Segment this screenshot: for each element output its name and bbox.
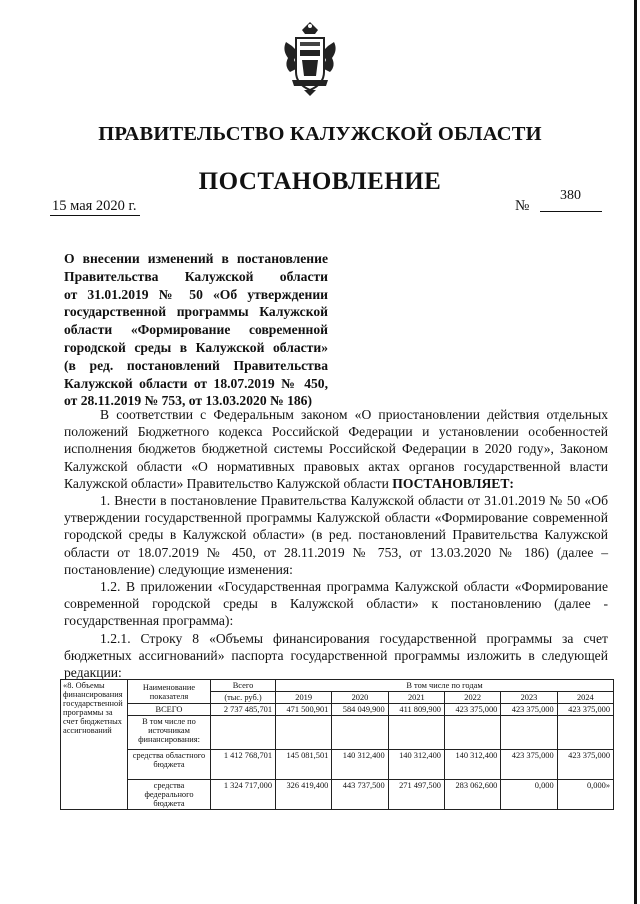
row-value: 443 737,500 bbox=[332, 780, 388, 810]
row-value: 271 497,500 bbox=[388, 780, 444, 810]
coat-of-arms-emblem bbox=[280, 20, 340, 96]
document-date: 15 мая 2020 г. bbox=[52, 198, 137, 214]
body-paragraph: 1. Внести в постановление Правительства Калужской области от 31.01.2019 № 50 «Об утверждении государственной программы Калужской области «Формирование современной городской среды в Калужской области» (в ред. постановлений Правительства Калужской области от 18.07.2019 № 450, от 28.11.2019 № 753, от 13.03.2020 № 186) (далее – постановление) следующие изменения: bbox=[64, 493, 608, 577]
row-total bbox=[211, 716, 276, 750]
title-line: городской среды в Калужской области» bbox=[64, 339, 328, 355]
row-value: 326 419,400 bbox=[276, 780, 332, 810]
document-body bbox=[64, 406, 608, 681]
year-header: 2019 bbox=[276, 692, 332, 704]
row-value bbox=[557, 716, 613, 750]
scan-edge-line bbox=[634, 0, 637, 904]
title-line: государственной программы Калужской bbox=[64, 304, 328, 320]
row-value bbox=[332, 716, 388, 750]
row-value bbox=[276, 716, 332, 750]
document-number: 380 bbox=[560, 188, 581, 203]
row-name: средства областного бюджета bbox=[128, 750, 211, 780]
year-header: 2021 bbox=[388, 692, 444, 704]
year-header: 2023 bbox=[501, 692, 557, 704]
document-title bbox=[64, 250, 328, 410]
row-value: 0,000» bbox=[557, 780, 613, 810]
row-value: 140 312,400 bbox=[388, 750, 444, 780]
table-row bbox=[61, 750, 614, 780]
title-line: области «Формирование современной bbox=[64, 322, 328, 338]
row-value: 423 375,000 bbox=[501, 750, 557, 780]
table-row bbox=[61, 704, 614, 716]
year-header: 2022 bbox=[444, 692, 500, 704]
row-value: 0,000 bbox=[501, 780, 557, 810]
row-total: 1 412 768,701 bbox=[211, 750, 276, 780]
row-value bbox=[444, 716, 500, 750]
row-name: В том числе по источникам финансирования: bbox=[128, 716, 211, 750]
row-value: 423 375,000 bbox=[557, 750, 613, 780]
table-row bbox=[61, 780, 614, 810]
row-value: 584 049,900 bbox=[332, 704, 388, 716]
body-paragraph: 1.2.1. Строку 8 «Объемы финансирования государственной программы за счет бюджетных ассигнований» паспорта государственной программы изложить в следующей редакции: bbox=[64, 630, 608, 681]
row-value: 140 312,400 bbox=[332, 750, 388, 780]
title-line: от 28.11.2019 № 753, от 13.03.2020 № 186) bbox=[64, 393, 312, 409]
col-total-unit: (тыс. руб.) bbox=[211, 692, 276, 704]
title-line: от 31.01.2019 № 50 «Об утверждении bbox=[64, 286, 328, 302]
year-header: 2024 bbox=[557, 692, 613, 704]
col-total-header: Всего bbox=[211, 680, 276, 692]
row-name: средства федерального бюджета bbox=[128, 780, 211, 810]
number-sign: № bbox=[515, 198, 530, 214]
row-name: ВСЕГО bbox=[128, 704, 211, 716]
title-line: Калужской области от 18.07.2019 № 450, bbox=[64, 375, 328, 391]
body-paragraph: В соответствии с Федеральным законом «О приостановлении действия отдельных положений Бюджетного кодекса Российской Федерации и установлении особенностей исполнения бюджетов бюджетной системы Российской Федерации в 2020 году», Законом Калужской области «О нормативных правовых актах органов государственной власти Калужской области» Правительство Калужской области ПОСТАНОВЛЯЕТ: bbox=[64, 407, 608, 491]
row-value: 145 081,501 bbox=[276, 750, 332, 780]
government-name: ПРАВИТЕЛЬСТВО КАЛУЖСКОЙ ОБЛАСТИ bbox=[98, 123, 542, 145]
funding-table bbox=[60, 679, 614, 810]
row-value: 423 375,000 bbox=[557, 704, 613, 716]
col-indicator-header: Наименование показателя bbox=[128, 680, 211, 704]
row-value: 471 500,901 bbox=[276, 704, 332, 716]
body-paragraph: 1.2. В приложении «Государственная программа Калужской области «Формирование современной городской среды в Калужской области» к постановлению (далее - государственная программа): bbox=[64, 579, 608, 629]
date-underline bbox=[50, 215, 140, 216]
col-years-header: В том числе по годам bbox=[276, 680, 614, 692]
row-value bbox=[501, 716, 557, 750]
row-value bbox=[388, 716, 444, 750]
table-row-label: «8. Объемы финансирования государственной программы за счет бюджетных ассигнований bbox=[61, 680, 128, 810]
row-value: 411 809,900 bbox=[388, 704, 444, 716]
row-value: 423 375,000 bbox=[444, 704, 500, 716]
table-row bbox=[61, 716, 614, 750]
title-line: Правительства Калужской области bbox=[64, 268, 328, 284]
row-total: 1 324 717,000 bbox=[211, 780, 276, 810]
row-value: 283 062,600 bbox=[444, 780, 500, 810]
title-line: О внесении изменений в постановление bbox=[64, 251, 328, 266]
row-value: 423 375,000 bbox=[501, 704, 557, 716]
number-underline bbox=[540, 211, 602, 212]
year-header: 2020 bbox=[332, 692, 388, 704]
resolves-keyword: ПОСТАНОВЛЯЕТ: bbox=[392, 475, 514, 491]
title-line: (в ред. постановлений Правительства bbox=[64, 357, 328, 373]
document-type: ПОСТАНОВЛЕНИЕ bbox=[198, 168, 442, 195]
row-total: 2 737 485,701 bbox=[211, 704, 276, 716]
row-value: 140 312,400 bbox=[444, 750, 500, 780]
